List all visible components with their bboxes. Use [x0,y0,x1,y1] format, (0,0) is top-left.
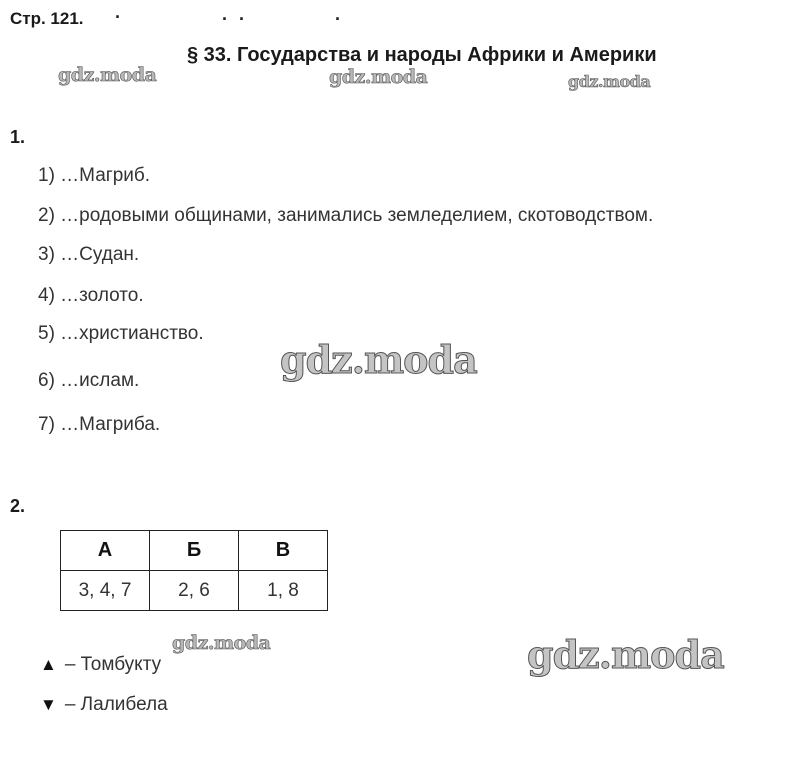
table-header-row [61,531,328,571]
table-cell: 1, 8 [239,571,328,611]
triangle-up-icon: ▲ [40,655,57,674]
table-row [61,571,328,611]
legend-label: – Томбукту [64,654,162,675]
watermark-logo: gdz.moda [172,632,271,654]
answer-item: 4) …золото. [38,285,144,306]
answer-item: 1) …Магриб. [38,165,151,186]
table-header-cell: В [239,531,328,571]
task-number: 2. [10,496,26,516]
section-title: § 33. Государства и народы Африки и Америки [187,44,657,66]
answer-item: 5) …христианство. [38,323,204,344]
legend-item-lalibela [40,694,168,716]
answer-item: 6) …ислам. [38,370,140,391]
legend-label: – Лалибела [64,694,168,715]
page-reference: Стр. 121. [10,9,84,28]
answer-item: 3) …Судан. [38,244,140,265]
watermark-logo: gdz.moda [568,72,651,91]
watermark-logo: gdz.moda [280,337,477,382]
table-header-cell: Б [150,531,239,571]
watermark-logo: gdz.moda [329,66,428,88]
answer-item: 7) …Магриба. [38,414,161,435]
task-number: 1. [10,127,26,147]
table-cell: 3, 4, 7 [61,571,150,611]
answer-table [60,530,328,611]
decorative-dot: . [335,4,341,24]
table-cell: 2, 6 [150,571,239,611]
watermark-logo: gdz.moda [527,632,724,677]
answer-item: 2) …родовыми общинами, занимались земледелием, скотоводством. [38,205,654,226]
triangle-down-icon: ▼ [40,695,57,714]
decorative-dot: . [115,2,123,22]
watermark-logo: gdz.moda [58,64,157,86]
decorative-dots: .. [222,4,257,24]
table-header-cell: А [61,531,150,571]
legend-item-tombouctou [40,654,161,676]
